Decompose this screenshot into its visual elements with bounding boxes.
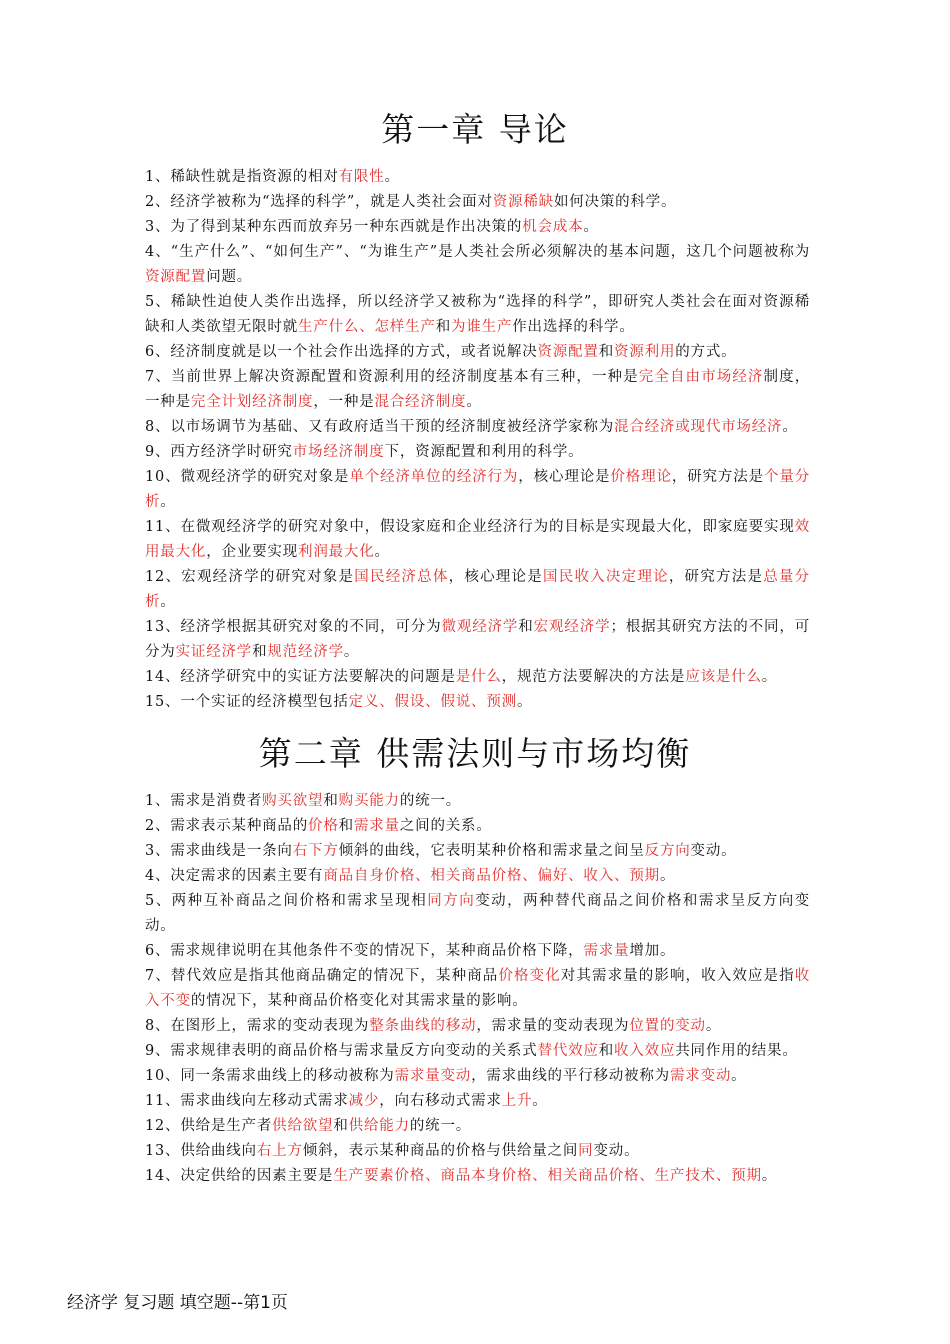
item-text: 。 [532, 1093, 548, 1109]
highlighted-answer: 右上方 [256, 1143, 303, 1159]
highlighted-answer: 机会成本 [522, 219, 584, 235]
highlighted-answer: 混合经济或现代市场经济 [614, 419, 783, 435]
item-text: 和 [252, 644, 268, 660]
list-item [145, 465, 810, 515]
list-item [145, 565, 810, 615]
highlighted-answer: 规范经济学 [267, 644, 344, 660]
item-text: 和 [338, 818, 354, 834]
item-text: 1、需求是消费者 [145, 793, 263, 809]
list-item [145, 415, 810, 440]
highlighted-answer: 国民经济总体 [354, 569, 449, 585]
item-text: 10、微观经济学的研究对象是 [145, 469, 350, 485]
item-text: 。 [761, 1168, 778, 1184]
item-text: 。 [466, 394, 482, 410]
item-text: 12、宏观经济学的研究对象是 [145, 569, 355, 585]
highlighted-answer: 替代效应 [537, 1043, 599, 1059]
highlighted-answer: 商品自身价格、相关商品价格、偏好、收入、预期 [323, 868, 660, 884]
list-item [145, 515, 810, 565]
list-item [145, 1139, 810, 1164]
item-text: 。 [659, 868, 676, 884]
highlighted-answer: 收入效应 [614, 1043, 676, 1059]
list-item [145, 215, 810, 240]
item-text: 。 [160, 494, 176, 510]
highlighted-answer: 资源配置 [145, 269, 207, 285]
item-text: 和 [333, 1118, 349, 1134]
item-text: 的方式。 [675, 344, 737, 360]
item-text: 作出选择的科学。 [512, 319, 635, 335]
item-text: 之间的关系。 [399, 818, 492, 834]
list-item [145, 340, 810, 365]
highlighted-answer: 位置的变动 [629, 1018, 706, 1034]
chapter-2-list [145, 789, 810, 1189]
item-text: 15、一个实证的经济模型包括 [145, 694, 349, 710]
item-text: ，研究方法是 [671, 469, 764, 485]
highlighted-answer: 同 [578, 1143, 594, 1159]
highlighted-answer: 是什么 [455, 669, 502, 685]
item-text: 和 [435, 319, 452, 335]
highlighted-answer: 总量分析 [145, 569, 810, 610]
item-text: 下，资源配置和利用的科学。 [384, 444, 584, 460]
chapter-1-list [145, 165, 810, 715]
list-item [145, 290, 810, 340]
highlighted-answer: 上升 [501, 1093, 533, 1109]
item-text: ，向右移动式需求 [379, 1093, 502, 1109]
chapter-2-title: 第二章 供需法则与市场均衡 [258, 734, 692, 773]
highlighted-answer: 有限性 [338, 169, 385, 185]
item-text: 倾斜，表示某种商品的价格与供给量之间 [302, 1143, 579, 1159]
item-text: 8、在图形上，需求的变动表现为 [145, 1018, 370, 1034]
highlighted-answer: 市场经济制度 [292, 444, 385, 460]
highlighted-answer: 利润最大化 [298, 544, 375, 560]
highlighted-answer: 单个经济单位的经济行为 [349, 469, 519, 485]
item-text: 。 [583, 219, 599, 235]
item-text: 。 [731, 1068, 747, 1084]
highlighted-answer: 需求变动 [669, 1068, 732, 1084]
list-item [145, 240, 810, 290]
item-text: 问题。 [206, 269, 253, 285]
highlighted-answer: 生产要素价格、商品本身价格、相关商品价格、生产技术、预期 [333, 1168, 762, 1184]
item-text: 的统一。 [399, 793, 462, 809]
item-text: 共同作用的结果。 [675, 1043, 798, 1059]
item-text: 9、需求规律表明的商品价格与需求量反方向变动的关系式 [145, 1043, 538, 1059]
item-text: ，核心理论是 [448, 569, 543, 585]
chapter-1-title: 第一章 导论 [381, 110, 569, 149]
item-text: 和 [323, 793, 339, 809]
list-item [145, 964, 810, 1014]
highlighted-answer: 价格 [308, 818, 339, 834]
item-text: 的统一。 [409, 1118, 472, 1134]
list-item [145, 839, 810, 864]
item-text: 。 [160, 594, 176, 610]
item-text: 和 [598, 1043, 615, 1059]
highlighted-answer: 微观经济学 [441, 619, 519, 635]
item-text: 变动。 [593, 1143, 640, 1159]
highlighted-answer: 国民收入决定理论 [542, 569, 669, 585]
item-text: ，核心理论是 [518, 469, 611, 485]
item-text: 。 [374, 544, 390, 560]
item-text: 7、当前世界上解决资源配置和资源利用的经济制度基本有三种，一种是 [145, 369, 639, 385]
list-item [145, 615, 810, 665]
item-text: 和 [598, 344, 615, 360]
item-text: 14、决定供给的因素主要是 [145, 1168, 334, 1184]
list-item [145, 365, 810, 415]
highlighted-answer: 同方向 [427, 893, 476, 909]
highlighted-answer: 购买欲望 [262, 793, 324, 809]
item-text: 4、“生产什么”、“如何生产”、“为谁生产”是人类社会所必须解决的基本问题，这几个问题被称为 [145, 244, 810, 260]
item-text: 6、经济制度就是以一个社会作出选择的方式，或者说解决 [145, 344, 538, 360]
highlighted-answer: 需求量 [583, 943, 630, 959]
list-item [145, 440, 810, 465]
item-text: 3、为了得到某种东西而放弃另一种东西就是作出决策的 [145, 219, 523, 235]
item-text: 3、需求曲线是一条向 [145, 843, 293, 859]
highlighted-answer: 资源利用 [614, 344, 676, 360]
highlighted-answer: 资源稀缺 [492, 194, 554, 210]
item-text: 。 [782, 419, 798, 435]
list-item [145, 1114, 810, 1139]
highlighted-answer: 实证经济学 [175, 644, 253, 660]
item-text: 倾斜的曲线，它表明某种价格和需求量之间呈 [338, 843, 645, 859]
highlighted-answer: 反方向 [644, 843, 691, 859]
highlighted-answer: 定义、假设、假说、预测 [348, 694, 517, 710]
highlighted-answer: 需求量变动 [394, 1068, 472, 1084]
item-text: 11、在微观经济学的研究对象中，假设家庭和企业经济行为的目标是实现最大化，即家庭要实现 [145, 519, 795, 535]
highlighted-answer: 需求量 [353, 818, 400, 834]
highlighted-answer: 完全自由市场经济 [638, 369, 764, 385]
item-text: 增加。 [629, 943, 676, 959]
list-item [145, 814, 810, 839]
item-text: 2、经济学被称为“选择的科学”，就是人类社会面对 [145, 194, 493, 210]
item-text: 。 [705, 1018, 722, 1034]
item-text: ，研究方法是 [668, 569, 764, 585]
highlighted-answer: 资源配置 [537, 344, 599, 360]
highlighted-answer: 收入不变 [145, 968, 811, 1009]
item-text: 7、替代效应是指其他商品确定的情况下，某种商品 [145, 968, 499, 984]
item-text: ；根据其研究方法的不同，可分为 [145, 619, 811, 660]
item-text: 14、经济学研究中的实证方法要解决的问题是 [145, 669, 456, 685]
item-text: ，规范方法要解决的方法是 [501, 669, 686, 685]
item-text: 1、稀缺性就是指资源的相对 [145, 169, 339, 185]
item-text: 。 [761, 669, 778, 685]
item-text: 13、供给曲线向 [145, 1143, 257, 1159]
highlighted-answer: 整条曲线的移动 [369, 1018, 477, 1034]
item-text: 对其需求量的影响，收入效应是指 [560, 968, 795, 984]
item-text: 和 [518, 619, 534, 635]
list-item [145, 1164, 810, 1189]
highlighted-answer: 供给能力 [348, 1118, 410, 1134]
item-text: 11、需求曲线向左移动式需求 [145, 1093, 349, 1109]
item-text: 12、供给是生产者 [145, 1118, 273, 1134]
highlighted-answer: 价格变化 [498, 968, 561, 984]
item-text: 。 [516, 694, 533, 710]
item-text: 13、经济学根据其研究对象的不同，可分为 [145, 619, 442, 635]
list-item [145, 665, 810, 690]
list-item [145, 864, 810, 889]
list-item [145, 889, 810, 939]
item-text: 2、需求表示某种商品的 [145, 818, 309, 834]
list-item [145, 939, 810, 964]
highlighted-answer: 购买能力 [338, 793, 400, 809]
item-text: ，企业要实现 [206, 544, 299, 560]
list-item [145, 1089, 810, 1114]
highlighted-answer: 生产什么、怎样生产 [298, 319, 436, 335]
item-text: 变动。 [690, 843, 737, 859]
highlighted-answer: 混合经济制度 [374, 394, 467, 410]
highlighted-answer: 个量分析 [145, 469, 810, 510]
highlighted-answer: 宏观经济学 [533, 619, 611, 635]
item-text: 10、同一条需求曲线上的移动被称为 [145, 1068, 395, 1084]
list-item [145, 190, 810, 215]
item-text: 8、以市场调节为基础、又有政府适当干预的经济制度被经济学家称为 [145, 419, 615, 435]
item-text: 变动，两种替代商品之间价格和需求呈反方向变动。 [145, 893, 810, 934]
list-item [145, 789, 810, 814]
item-text: ，需求曲线的平行移动被称为 [471, 1068, 670, 1084]
page-footer: 经济学 复习题 填空题--第1页 [67, 1293, 288, 1313]
list-item [145, 1064, 810, 1089]
highlighted-answer: 完全计划经济制度 [190, 394, 314, 410]
item-text: 制度，一种是 [145, 369, 811, 410]
item-text: 的情况下，某种商品价格变化对其需求量的影响。 [190, 993, 528, 1009]
list-item [145, 165, 810, 190]
highlighted-answer: 右下方 [292, 843, 339, 859]
item-text: 如何决策的科学。 [553, 194, 677, 210]
item-text: 。 [384, 169, 400, 185]
highlighted-answer: 减少 [348, 1093, 380, 1109]
item-text: 4、决定需求的因素主要有 [145, 868, 324, 884]
item-text: 。 [343, 644, 360, 660]
list-item [145, 1039, 810, 1064]
highlighted-answer: 供给欲望 [272, 1118, 334, 1134]
list-item [145, 690, 810, 715]
item-text: 6、需求规律说明在其他条件不变的情况下，某种商品价格下降， [145, 943, 584, 959]
highlighted-answer: 价格理论 [610, 469, 672, 485]
item-text: 9、西方经济学时研究 [145, 444, 293, 460]
item-text: 5、稀缺性迫使人类作出选择，所以经济学又被称为“选择的科学”，即研究人类社会在面对资源稀缺和人类欲望无限时就 [145, 294, 810, 335]
highlighted-answer: 应该是什么 [685, 669, 762, 685]
highlighted-answer: 为谁生产 [451, 319, 513, 335]
list-item [145, 1014, 810, 1039]
item-text: 5、两种互补商品之间价格和需求呈现相 [145, 893, 428, 909]
item-text: ，一种是 [313, 394, 375, 410]
item-text: ，需求量的变动表现为 [476, 1018, 630, 1034]
highlighted-answer: 效用最大化 [145, 519, 810, 560]
